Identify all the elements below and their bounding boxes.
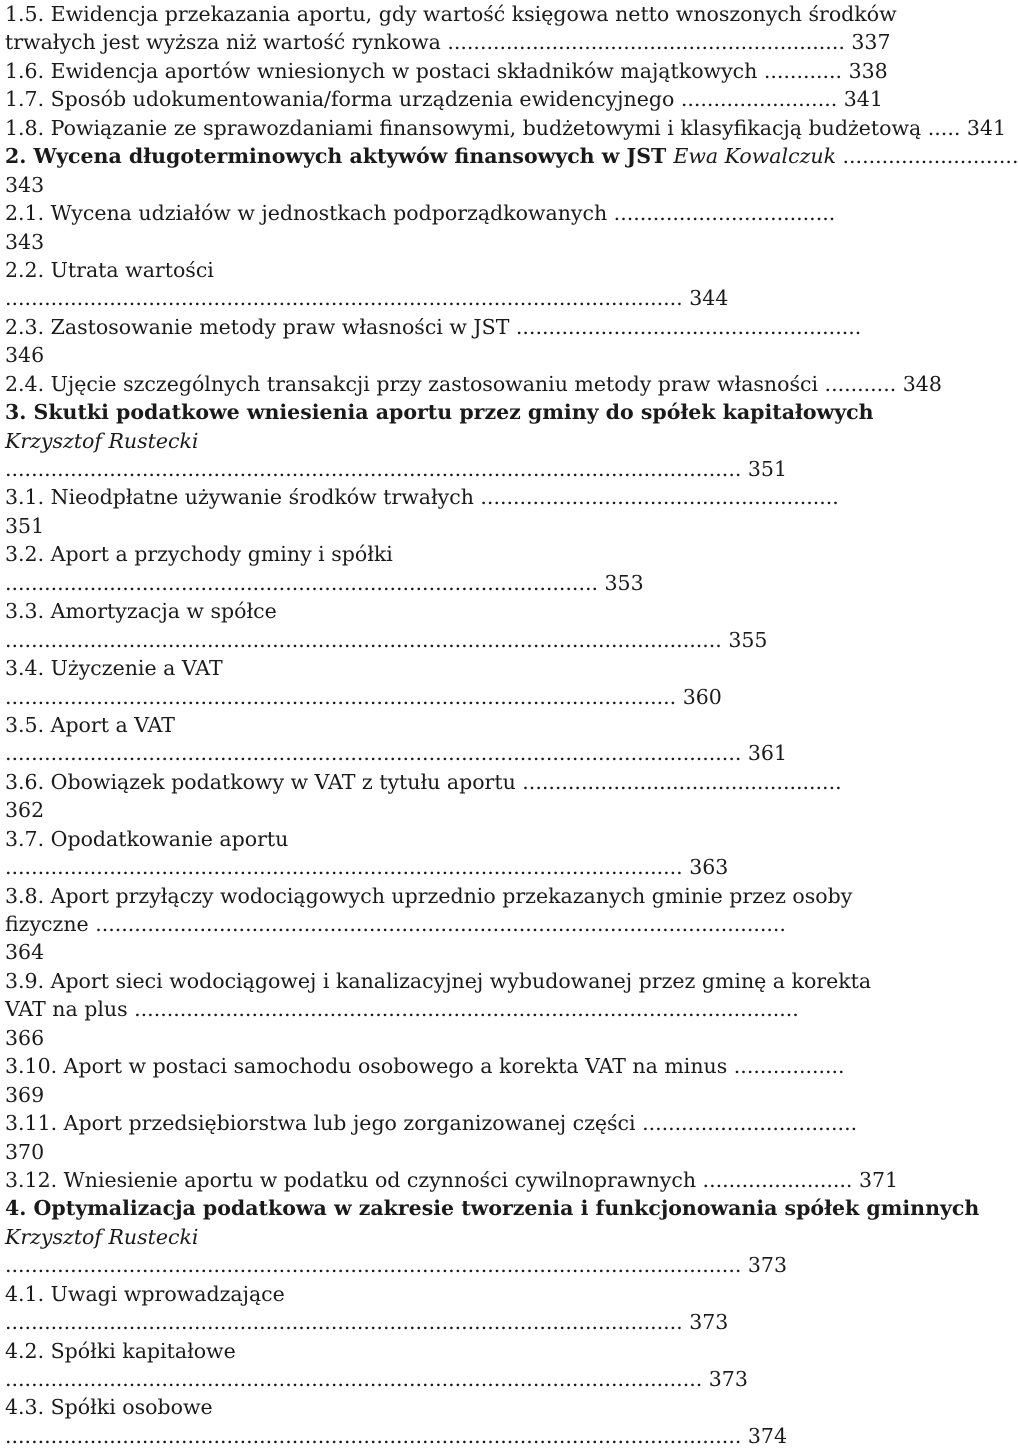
toc-line <box>5 1194 980 1222</box>
toc-line: 351 <box>5 513 45 538</box>
toc-line: 366 <box>5 1025 45 1050</box>
toc-line: 2.1. Wycena udziałów w jednostkach podporządkowanych .................................. <box>5 201 836 226</box>
toc-chapter-title: 3. Skutki podatkowe wniesienia aportu przez gminy do spółek kapitałowych <box>5 400 874 425</box>
toc-line <box>5 427 960 455</box>
toc-line: .............................................................................................................. 355 <box>5 627 768 652</box>
toc-line <box>5 1223 960 1251</box>
toc-author: Ewa Kowalczuk <box>673 144 836 169</box>
toc-line: 3.9. Aport sieci wodociągowej i kanalizacyjnej wybudowanej przez gminę a korekta <box>5 968 872 993</box>
toc-chapter-title: 4. Optymalizacja podatkowa w zakresie tworzenia i funkcjonowania spółek gminnych <box>5 1196 980 1221</box>
toc-line: 3.4. Użyczenie a VAT <box>5 656 223 681</box>
toc-line: trwałych jest wyższa niż wartość rynkowa ............................................................. 337 <box>5 30 891 55</box>
toc-line: 3.10. Aport w postaci samochodu osobowego a korekta VAT na minus ................. <box>5 1054 845 1079</box>
toc-line: 3.5. Aport a VAT <box>5 712 175 737</box>
toc-leader: ........................... <box>836 144 1018 169</box>
toc-line: 3.8. Aport przyłączy wodociągowych uprzednio przekazanych gminie przez osoby <box>5 883 853 908</box>
toc-line: VAT na plus ...................................................................................................... <box>5 997 799 1022</box>
toc-line: 2.3. Zastosowanie metody praw własności w JST ..................................................... <box>5 314 862 339</box>
toc-line: 1.8. Powiązanie ze sprawozdaniami finansowymi, budżetowymi i klasyfikacją budżetową ..... 341 <box>5 115 1006 140</box>
toc-line: 4.1. Uwagi wprowadzające <box>5 1281 285 1306</box>
table-of-contents <box>5 0 1018 1450</box>
toc-line: 1.5. Ewidencja przekazania aportu, gdy wartość księgowa netto wnoszonych środków <box>5 2 897 26</box>
toc-line: 3.12. Wniesienie aportu w podatku od czynności cywilnoprawnych ....................... 371 <box>5 1167 899 1192</box>
toc-author: Krzysztof Rustecki <box>5 1224 199 1249</box>
toc-line <box>5 142 1018 170</box>
toc-line: 3.2. Aport a przychody gminy i spółki <box>5 542 393 567</box>
toc-line: 3.3. Amortyzacja w spółce <box>5 599 277 624</box>
toc-line: 3.1. Nieodpłatne używanie środków trwałych ....................................................... <box>5 485 839 510</box>
toc-line: 2.2. Utrata wartości <box>5 257 214 282</box>
toc-line: ....................................................................................................... 360 <box>5 684 722 709</box>
toc-line <box>5 398 960 426</box>
toc-line: ........................................................................................................... 373 <box>5 1367 748 1391</box>
toc-line: ................................................................................................................. 374 <box>5 1423 787 1448</box>
toc-line: 362 <box>5 798 45 823</box>
toc-author: Krzysztof Rustecki <box>5 428 199 453</box>
toc-line: 346 <box>5 343 45 368</box>
toc-line: 4.3. Spółki osobowe <box>5 1395 213 1420</box>
toc-line: 343 <box>5 172 45 197</box>
toc-line: ................................................................................................................. 361 <box>5 741 787 766</box>
toc-line: ........................................................................................................ 373 <box>5 1310 729 1335</box>
toc-line: ................................................................................................................. 351 <box>5 457 787 481</box>
toc-line: ................................................................................................................. 373 <box>5 1253 787 1278</box>
toc-line: 370 <box>5 1139 45 1164</box>
toc-line: ........................................................................................................ 363 <box>5 855 729 880</box>
toc-chapter-title: 2. Wycena długoterminowych aktywów finansowych w JST <box>5 144 674 169</box>
toc-line: ........................................................................................... 353 <box>5 570 644 595</box>
toc-line: 3.7. Opodatkowanie aportu <box>5 826 289 851</box>
toc-line: 343 <box>5 229 45 254</box>
toc-line: fizyczne .......................................................................................................... <box>5 912 786 936</box>
toc-line: 2.4. Ujęcie szczególnych transakcji przy zastosowaniu metody praw własności ........... 348 <box>5 371 942 396</box>
toc-line: 364 <box>5 940 45 965</box>
toc-line: 3.11. Aport przedsiębiorstwa lub jego zorganizowanej części ................................. <box>5 1111 858 1136</box>
toc-line: 369 <box>5 1082 45 1107</box>
toc-line: 4.2. Spółki kapitałowe <box>5 1338 236 1363</box>
toc-line: 3.6. Obowiązek podatkowy w VAT z tytułu aportu ................................................. <box>5 769 842 794</box>
toc-line: ........................................................................................................ 344 <box>5 286 729 311</box>
toc-line: 1.7. Sposób udokumentowania/forma urządzenia ewidencyjnego ........................ 341 <box>5 87 883 112</box>
toc-line: 1.6. Ewidencja aportów wniesionych w postaci składników majątkowych ............ 338 <box>5 58 888 83</box>
